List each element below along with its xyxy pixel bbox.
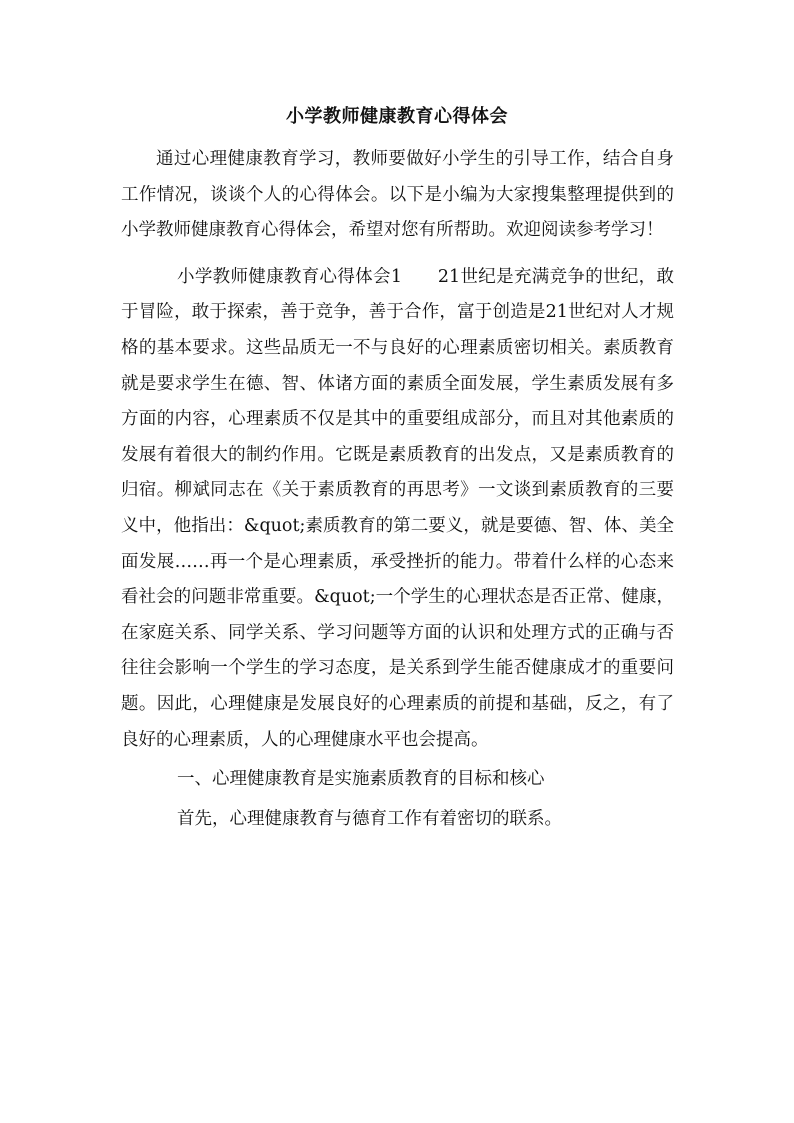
- section-paragraph: 首先，心理健康教育与德育工作有着密切的联系。: [177, 808, 562, 829]
- body-paragraph: 小学教师健康教育心得体会1 21世纪是充满竞争的世纪，敢于冒险，敢于探索，善于竞争，善于合作，富于创造是21世纪对人才规格的基本要求。这些品质无一不与良好的心理素质密切相关。素质教育就是要求学生在德、智、体诸方面的素质全面发展，学生素质发展有多方面的内容，心理素质不仅是其中的重要组成部分，而且对其他素质的发展有着很大的制约作用。它既是素质教育的出发点，又是素质教育的归宿。柳斌同志在《关于素质教育的再思考》一文谈到素质教育的三要义中，他指出：&quot;素质教育的第二要义，就是要德、智、体、美全面发展……再一个是心理素质，承受挫折的能力。带着什么样的心态来看社会的问题非常重要。&quot;一个学生的心理状态是否正常、健康，在家庭关系、同学关系、学习问题等方面的认识和处理方式的正确与否往往会影响一个学生的学习态度，是关系到学生能否健康成才的重要问题。因此，心理健康是发展良好的心理素质的前提和基础，反之，有了良好的心理素质，人的心理健康水平也会提高。: [121, 266, 674, 750]
- paragraph-spacer: [121, 249, 674, 260]
- document-body: [121, 142, 674, 837]
- intro-paragraph: 通过心理健康教育学习，教师要做好小学生的引导工作，结合自身工作情况，谈谈个人的心得体会。以下是小编为大家搜集整理提供到的小学教师健康教育心得体会，希望对您有所帮助。欢迎阅读参考学习！: [121, 149, 674, 241]
- section-heading: 一、心理健康教育是实施素质教育的目标和核心: [177, 769, 545, 790]
- document-title: 小学教师健康教育心得体会: [286, 106, 508, 127]
